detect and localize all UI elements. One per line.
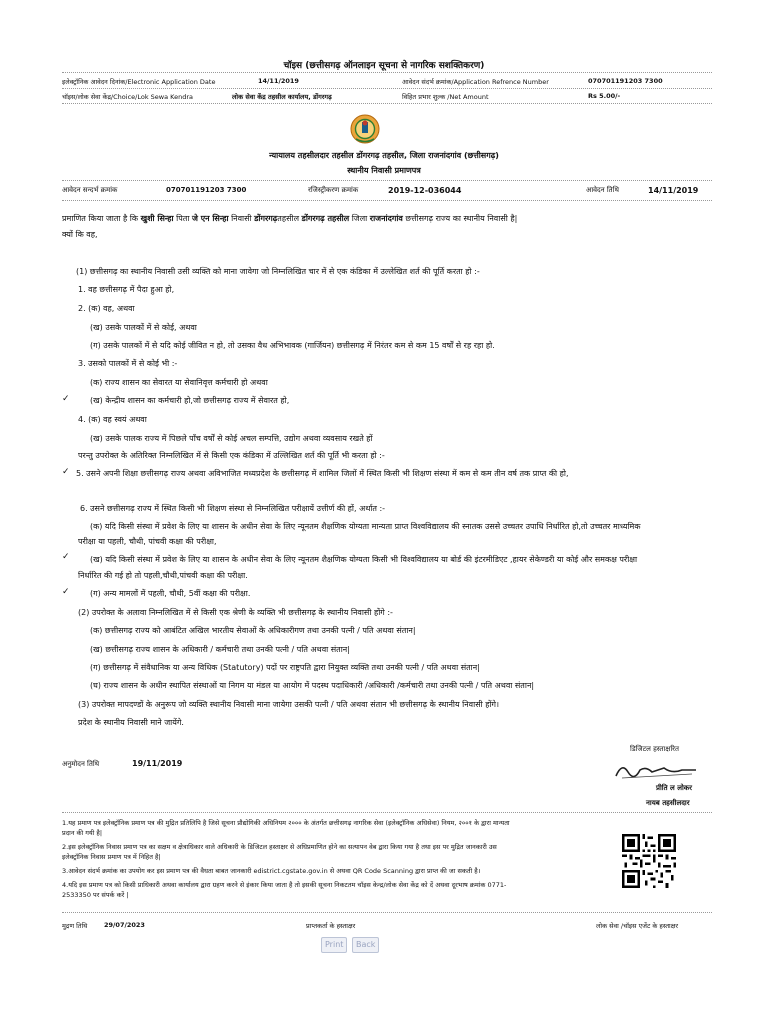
tehsil-name: डोंगरगढ़ तहसील (301, 214, 350, 223)
print-date-label: मुद्रण तिथि (62, 922, 88, 930)
clause-line: (ख) उसके पालक राज्य में पिछले पाँच वर्षों से कोई अचल सम्पत्ति, उद्योग अथवा व्यवसाय रखते हों (90, 434, 373, 443)
intro-suffix: छत्तीसगढ़ राज्य का स्थानीय निवासी है| (405, 214, 518, 223)
print-button[interactable]: Print (321, 937, 347, 953)
clause-line: निर्धारित की गई हो तो पहली,चौथी,पांचवी कक्षा की परीक्षा. (78, 571, 248, 580)
footnote-line: 4.यदि इस प्रमाण पत्र को किसी प्राधिकारी अथवा कार्यालय द्वारा ग्रहण करने से इंकार किया जाता है तो इसकी सूचना निकटतम चॉइस केन्द्र/लोक सेवा केंद्र को दें अथवा दूरभाष क्रमांक 0771- (62, 881, 507, 889)
kendra-value: लोक सेवा केंद्र तहसील कार्यालय, डोंगरगढ़ (232, 93, 332, 101)
header-divider (62, 103, 712, 104)
clause-line: (क) राज्य शासन का सेवारत या सेवानिवृत्त कर्मचारी हो अथवा (90, 378, 268, 387)
father-name: जे एन सिन्हा (191, 214, 229, 223)
header-divider (62, 88, 712, 89)
clause-line: परीक्षा या पहली, चौथी, पांचवी कक्षा की परीक्षा, (78, 537, 217, 546)
clause-line: 6. उसने छत्तीसगढ़ राज्य में स्थित किसी भी शिक्षण संस्था से निम्नलिखित परीक्षायें उत्तीर्ण की हों, अर्थात :- (80, 504, 386, 513)
app-ref-value: 070701191203 7300 (166, 186, 247, 194)
officer-name: प्रीति ल लोकर (656, 784, 693, 792)
digital-signature-label: डिजिटल हस्ताक्षरित (630, 745, 679, 753)
intro-tehsil-word: तहसील (277, 214, 299, 223)
clause-line: 5. उसने अपनी शिक्षा छत्तीसगढ़ राज्य अथवा अविभाजित मध्यप्रदेश के छत्तीसगढ़ में शामिल जिलों में स्थित किसी भी शिक्षण संस्था में कम से कम तीन वर्ष तक प्राप्त की हो, (76, 469, 569, 478)
state-emblem-icon (350, 113, 380, 145)
net-amount-value: Rs 5.00/- (588, 92, 621, 100)
officer-title: नायब तहसीलदार (646, 799, 690, 807)
application-date-label-2: आवेदन तिथि (586, 186, 619, 194)
signature-icon (612, 758, 702, 784)
clause-line: 3. उसको पालकों में से कोई भी :- (78, 359, 178, 368)
clause-line: (क) छत्तीसगढ़ राज्य को आबंटित अखिल भारतीय सेवाओं के अधिकारीगण तथा उनकी पत्नी / पति अथवा संतान| (90, 626, 416, 635)
application-date-label: इलेक्ट्रॉनिक आवेदन दिनांक/Electronic Application Date (62, 78, 216, 86)
net-amount-label: विहित प्रभार शुल्क /Net Amount (402, 93, 489, 101)
footnote-line: 2533350 पर संपर्क करें | (62, 891, 129, 899)
court-heading: न्यायालय तहसीलदार तहसील डोंगरगढ़ तहसील, जिला राजनांदगांव (छत्तीसगढ़) (269, 151, 499, 160)
clause-line: (ख) यदि किसी संस्था में प्रवेश के लिए या शासन के अधीन सेवा के लिए न्यूनतम शैक्षणिक योग्यता किसी भी विश्वविद्यालय या बोर्ड की इंटरमीडिएट ,हायर सेकेण्डरी या कोई और समकक्ष परीक्षा (90, 555, 638, 564)
title-divider (62, 180, 712, 181)
reference-number-label: आवेदन संदर्भ क्रमांक/Application Refrence Number (402, 78, 549, 86)
clause-line: (ख) छत्तीसगढ़ राज्य शासन के अधिकारी / कर्मचारी तथा उनकी पत्नी / पति अथवा संतान| (90, 645, 350, 654)
agent-signature-label: लोक सेवा /चॉइस एजेंट के हस्ताक्षर (596, 922, 679, 930)
footnote-line: इलेक्ट्रॉनिक निवास प्रमाण पत्र में निहित है| (62, 853, 161, 861)
intro-pita: पिता (176, 214, 190, 223)
clause-line: (ग) अन्य मामलों में पहली, चौथी, 5वीं कक्षा की परीक्षा. (90, 589, 251, 598)
district-name: राजनांदगांव (369, 214, 403, 223)
back-button[interactable]: Back (352, 937, 379, 953)
clause-line: (3) उपरोक्त मापदण्डों के अनुरूप जो व्यक्ति स्थानीय निवासी माना जायेगा उसकी पत्नी / पति अथवा संतान भी छत्तीसगढ़ के स्थानीय निवासी होंगे। (78, 700, 500, 709)
clause-line: 2. (क) वह, अथवा (78, 304, 135, 313)
applicant-name: खुशी सिन्हा (140, 214, 174, 223)
print-date-value: 29/07/2023 (104, 921, 145, 929)
kendra-label: चॉइस/लोक सेवा केंद्र/Choice/Lok Sewa Kendra (62, 93, 193, 101)
footnote-line: प्रदान की गयी है| (62, 829, 103, 837)
intro-because: क्यों कि वह, (62, 230, 98, 239)
footnotes (62, 818, 602, 900)
qr-code-icon (622, 834, 676, 888)
header-divider (62, 72, 712, 73)
footnote-line: 3.आवेदन संदर्भ क्रमांक का उपयोग कर इस प्रमाण पत्र की वैधता बाबत जानकारी edistrict.cgstate.gov.in से अथवा QR Code Scanning द्वारा प्राप्त की जा सकती है। (62, 867, 481, 875)
residence-place: डोंगरगढ़ (254, 214, 278, 223)
reference-number-value: 070701191203 7300 (588, 77, 663, 85)
check-mark-icon: ✓ (62, 552, 70, 562)
clause-line: 1. वह छत्तीसगढ़ में पैदा हुआ हो, (78, 285, 175, 294)
clause-line: (क) यदि किसी संस्था में प्रवेश के लिए या शासन के अधीन सेवा के लिए न्यूनतम शैक्षणिक योग्यता मान्यता प्राप्त विश्वविद्यालय की स्नातक उससे उच्चतर उपाधि निर्धारित हो,तो उच्चतर माध्यमिक (90, 522, 641, 531)
approval-date-value: 19/11/2019 (132, 759, 183, 768)
application-date-value-2: 14/11/2019 (648, 186, 699, 195)
certificate-title: स्थानीय निवासी प्रमाणपत्र (347, 166, 421, 175)
clause-line: 4. (क) वह स्वयं अथवा (78, 415, 147, 424)
intro-prefix: प्रमाणित किया जाता है कि (62, 214, 139, 223)
registration-label: रजिस्ट्रीकरण क्रमांक (308, 186, 359, 194)
intro-line (62, 213, 517, 224)
clause-line: (ग) छत्तीसगढ़ में संवैधानिक या अन्य विधिक (Statutory) पदों पर राष्ट्रपति द्वारा नियुक्त व्यक्ति तथा उनकी पत्नी / पति अथवा संतान| (90, 663, 480, 672)
clause-line: (ग) उसके पालकों में से यदि कोई जीवित न हो, तो उसका वैध अभिभावक (गार्जियन) छत्तीसगढ़ में निरंतर कम से कम 15 वर्षों से रह रहा हो. (90, 341, 495, 350)
clause-line: (1) छत्तीसगढ़ का स्थानीय निवासी उसी व्यक्ति को माना जावेगा जो निम्नलिखित चार में से एक कंडिका में उल्लेखित शर्त की पूर्ति करता हो :- (76, 267, 480, 276)
registration-value: 2019-12-036044 (388, 186, 462, 195)
clause-line: (ख) उसके पालकों में से कोई, अथवा (90, 323, 197, 332)
approval-date-label: अनुमोदन तिथि (62, 760, 100, 768)
intro-district-word: जिला (351, 214, 368, 223)
application-date-value: 14/11/2019 (258, 77, 299, 85)
check-mark-icon: ✓ (62, 394, 70, 404)
clause-line: परन्तु उपरोक्त के अतिरिक्त निम्नलिखित में से किसी एक कंडिका में उल्लिखित शर्त की पूर्ति भी करता हो :- (78, 451, 385, 460)
clause-line: (घ) राज्य शासन के अधीन स्थापित संस्थाओं या निगम या मंडल या आयोग में पदस्थ पदाधिकारी /अधिकारी /कर्मचारी तथा उनकी पत्नी / पति अथवा संतान| (90, 681, 535, 690)
footnote-line: 2.इस इलेक्ट्रॉनिक निवास प्रमाण पत्र का सक्षम व क्षेत्राधिकार वाले अधिकारी के डिजिटल हस्ताक्षर से अधिप्रमाणित होने का सत्यापन वेब द्वारा किया गया है तथा इस पर मुद्रित जानकारी उस (62, 843, 497, 851)
check-mark-icon: ✓ (62, 467, 70, 477)
footnote-line: 1.यह प्रमाण पत्र इलेक्ट्रॉनिक प्रमाण पत्र की मुद्रित प्रतिलिपि है जिसे सूचना प्रौद्योगिकी अधिनियम २००० के अंतर्गत छत्तीसगढ़ नागरिक सेवा (इलेक्ट्रॉनिक अधिसेवा) नियम, २००१ के द्वारा मान्यता (62, 819, 510, 827)
applicant-signature-label: प्राप्तकर्ता के हस्ताक्षर (306, 922, 356, 930)
portal-title: चॉइस (छत्तीसगढ़ ऑनलाइन सूचना से नागरिक सशक्तिकरण) (283, 61, 485, 71)
check-mark-icon: ✓ (62, 587, 70, 597)
intro-resident: निवासी (231, 214, 252, 223)
clause-line: (2) उपरोक्त के अलावा निम्नलिखित में से किसी एक श्रेणी के व्यक्ति भी छत्तीसगढ़ के स्थानीय निवासी होंगे :- (78, 608, 393, 617)
clause-line: प्रदेश के स्थानीय निवासी माने जायेंगे. (78, 718, 184, 727)
footnote-divider (62, 812, 712, 813)
app-ref-label: आवेदन सन्दर्भ क्रमांक (62, 186, 118, 194)
clause-line: (ख) केन्द्रीय शासन का कर्मचारी हो,जो छत्तीसगढ़ राज्य में सेवारत हो, (90, 396, 290, 405)
meta-divider (62, 200, 712, 201)
footer-divider (62, 912, 712, 913)
